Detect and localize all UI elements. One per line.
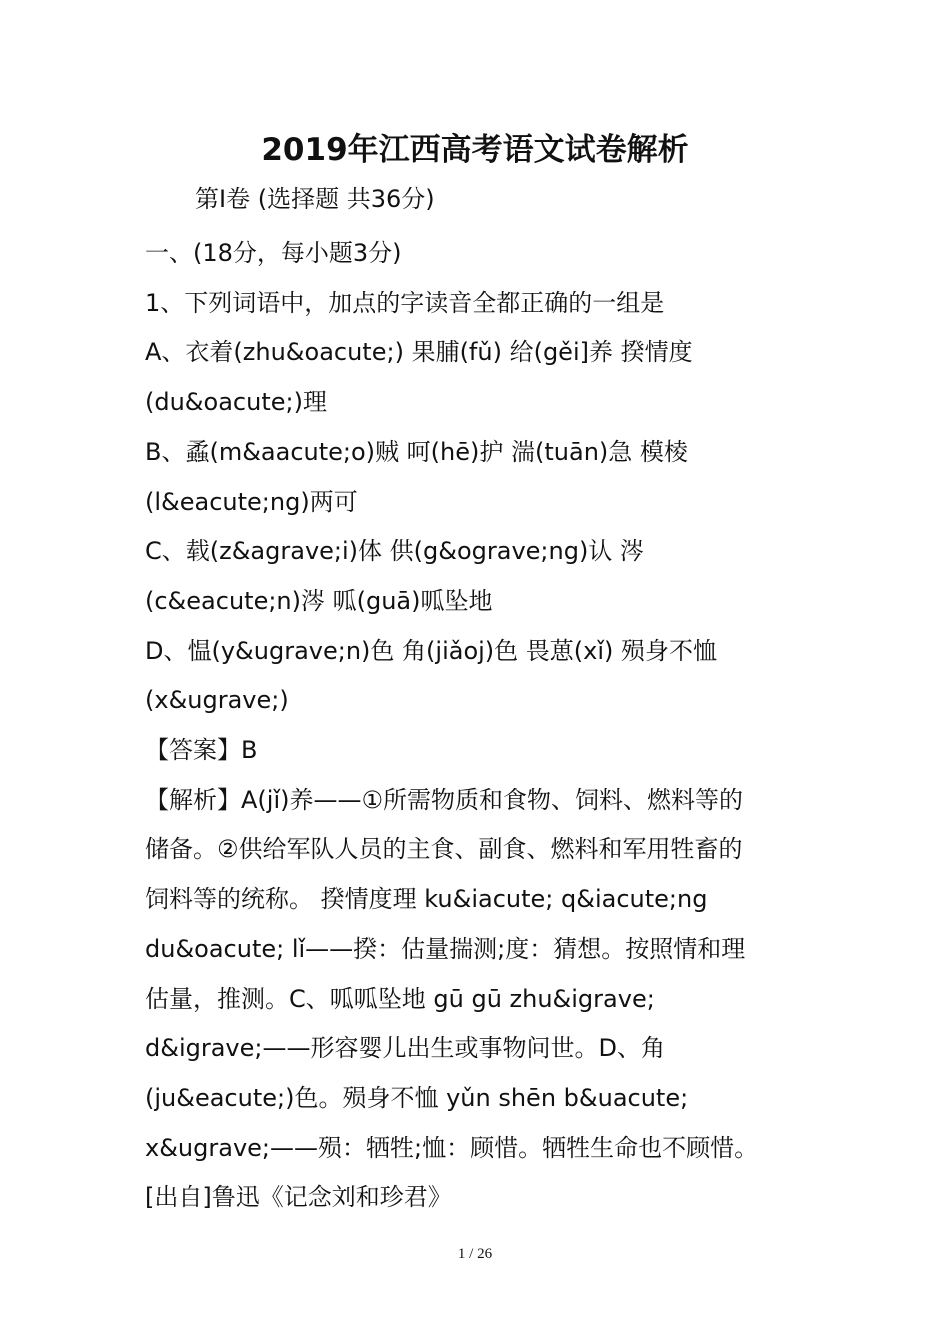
text-line: (x&ugrave;) xyxy=(145,686,289,715)
text-line: (du&oacute;)理 xyxy=(145,388,327,417)
text-line: A、衣着(zhu&oacute;) 果脯(fǔ) 给(gěi]养 揆情度 xyxy=(145,338,693,367)
text-line: x&ugrave;——殒：牺牲;恤：顾惜。牺牲生命也不顾惜。 xyxy=(145,1133,759,1162)
text-line: 储备。②供给军队人员的主食、副食、燃料和军用牲畜的 xyxy=(145,835,743,864)
page-number: 1 / 26 xyxy=(457,1246,493,1262)
text-line: D、愠(y&ugrave;n)色 角(jiǎoj)色 畏葸(xǐ) 殒身不恤 xyxy=(145,636,718,665)
text-line: 一、(18分，每小题3分) xyxy=(145,239,402,267)
text-line: C、载(z&agrave;i)体 供(g&ograve;ng)认 涔 xyxy=(145,537,644,566)
text-line: (ju&eacute;)色。殒身不恤 yǔn shēn b&uacute; xyxy=(145,1083,689,1112)
answer-line: 【答案】B xyxy=(145,736,258,765)
text-line: 估量，推测。C、呱呱坠地 gū gū zhu&igrave; xyxy=(145,984,655,1013)
text-line: 饲料等的统称。 揆情度理 ku&iacute; q&iacute;ng xyxy=(145,885,708,914)
text-line: (l&eacute;ng)两可 xyxy=(145,487,358,516)
text-line: 1、下列词语中，加点的字读音全都正确的一组是 xyxy=(145,288,665,317)
section-heading: 第Ⅰ卷 (选择题 共36分) xyxy=(195,185,435,213)
text-line: 【解析】A(jǐ)养——①所需物质和食物、饲料、燃料等的 xyxy=(145,785,743,814)
text-line: d&igrave;——形容婴儿出生或事物问世。D、角 xyxy=(145,1034,665,1063)
document-title: 2019年江西高考语文试卷解析 xyxy=(261,132,689,168)
document-body xyxy=(145,229,795,1223)
text-line: [出自]鲁迅《记念刘和珍君》 xyxy=(145,1183,452,1212)
text-line: B、蟊(m&aacute;o)贼 呵(hē)护 湍(tuān)急 模棱 xyxy=(145,437,688,466)
text-line: (c&eacute;n)涔 呱(guā)呱坠地 xyxy=(145,586,493,615)
text-line: du&oacute; lǐ——揆：估量揣测;度：猜想。按照情和理 xyxy=(145,934,746,963)
